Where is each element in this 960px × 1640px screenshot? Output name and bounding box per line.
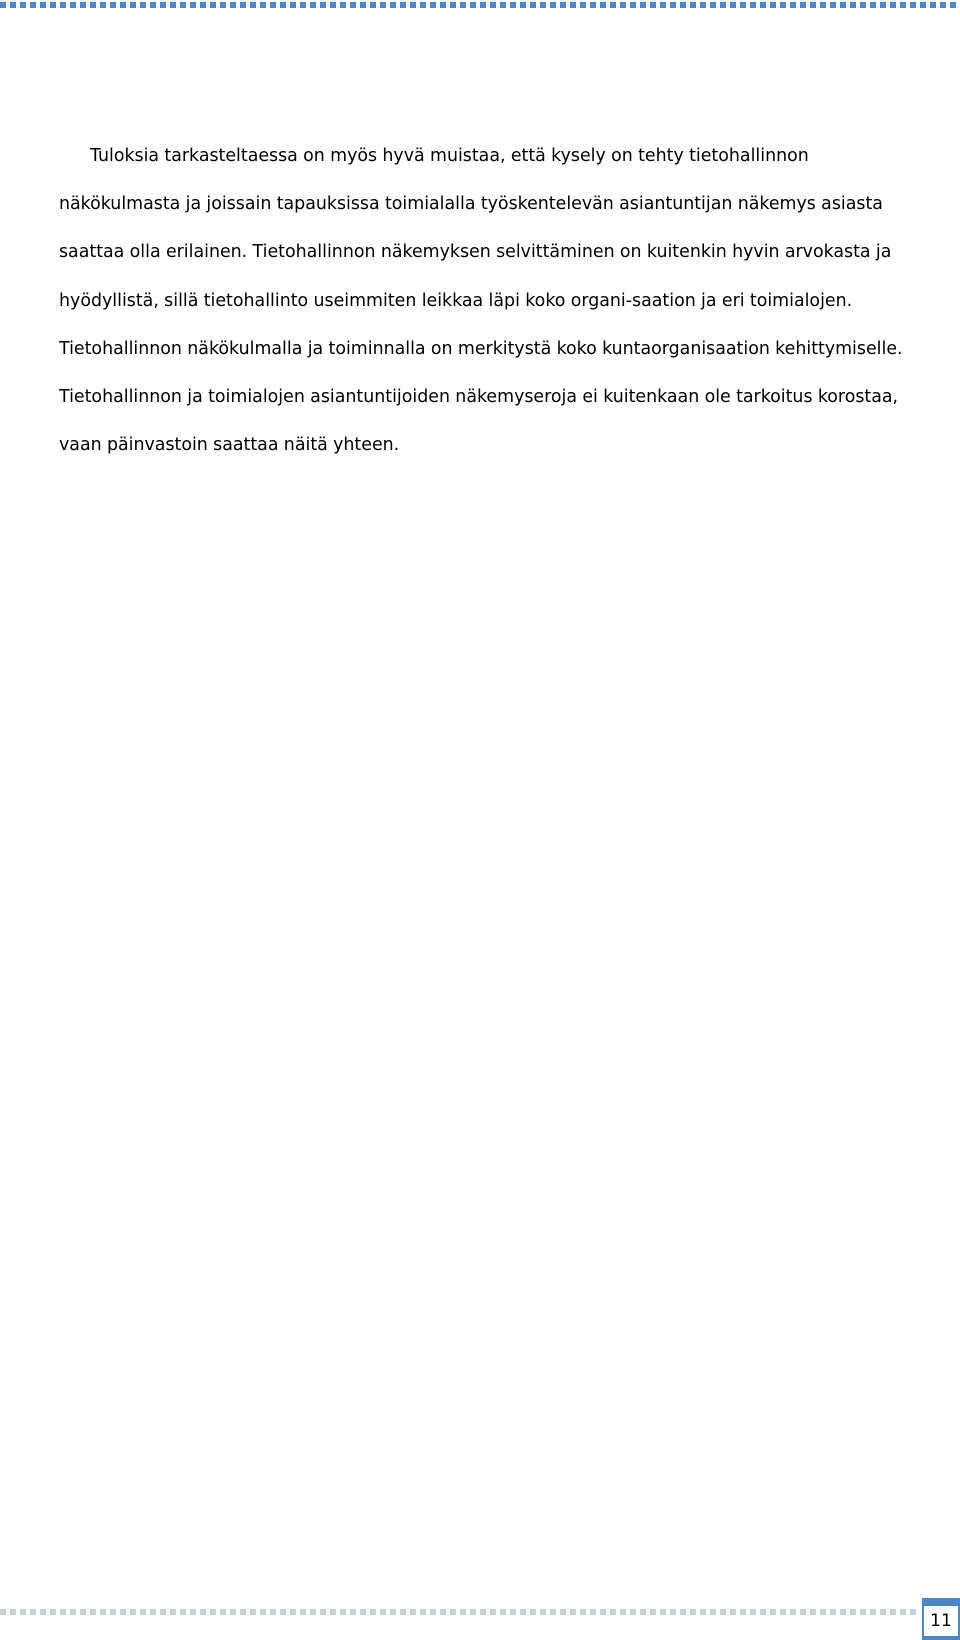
page-number: 11 [924,1606,958,1636]
footer-dotted-rule [0,1609,920,1615]
top-dotted-border [0,2,960,8]
body-paragraph: Tuloksia tarkasteltaessa on myös hyvä muistaa, että kysely on tehty tietohallinnon näkökulmasta ja joissain tapauksissa toimialalla työskentelevän asiantuntijan näkemys asiasta saattaa olla erilainen. Tietohallinnon näkemyksen selvittäminen on kuitenkin hyvin arvokasta ja hyödyllistä, sillä tietohallinto useimmiten leikkaa läpi koko organi-saation ja eri toimialojen. Tietohallinnon näkökulmalla ja toiminnalla on merkitystä koko kuntaorganisaation kehittymiselle. Tietohallinnon ja toimialojen asiantuntijoiden näkemyseroja ei kuitenkaan ole tarkoitus korostaa, vaan päinvastoin saattaa näitä yhteen. [59,146,903,456]
page-number-badge [922,1598,960,1640]
